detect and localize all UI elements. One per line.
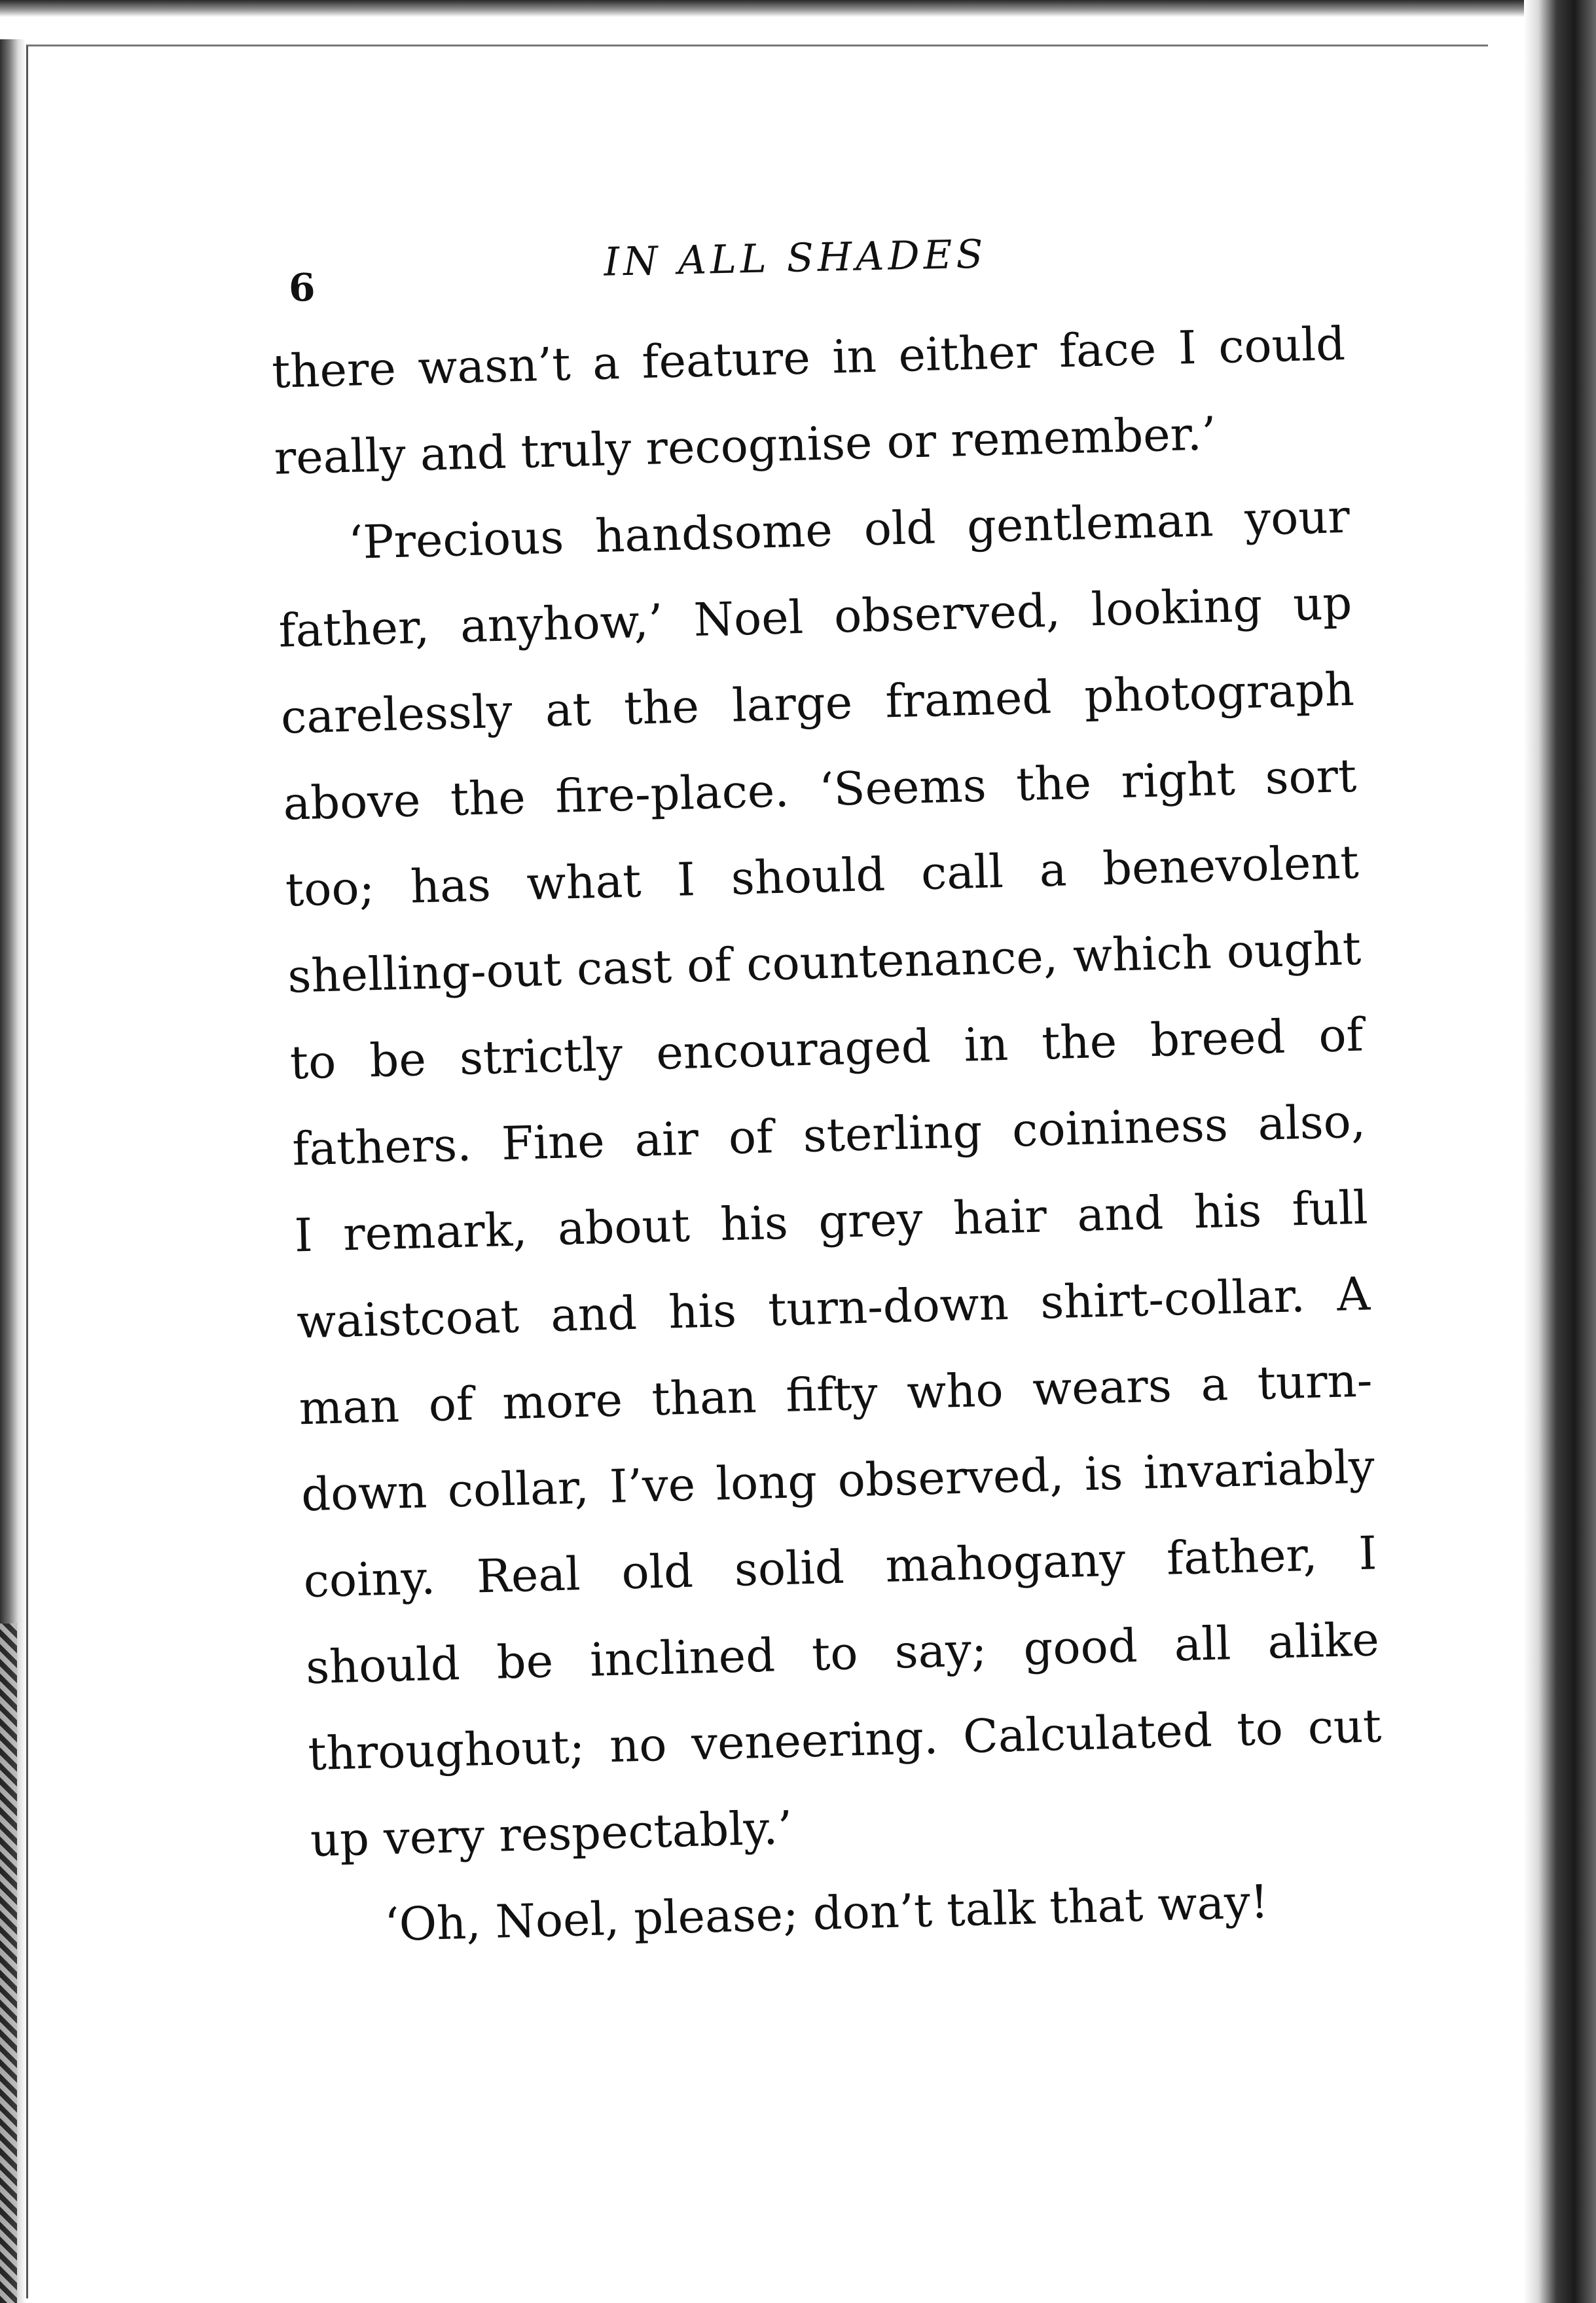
text-line: too; has what I should call a benevolent bbox=[285, 835, 1360, 917]
text-line: waistcoat and his turn-down shirt-collar. A bbox=[296, 1267, 1371, 1349]
body-text bbox=[271, 300, 1387, 1970]
text-line: father, anyhow,’ Noel observed, looking up bbox=[278, 575, 1353, 658]
text-line: throughout; no veneering. Calculated to cut bbox=[307, 1699, 1383, 1781]
text-line: coiny. Real old solid mahogany father, I bbox=[302, 1526, 1378, 1608]
text-line: carelessly at the large framed photograph bbox=[280, 662, 1355, 744]
text-line: fathers. Fine air of sterling coininess also, bbox=[291, 1094, 1366, 1176]
text-line: ‘Precious handsome old gentleman your bbox=[348, 489, 1351, 570]
text-line: really and truly recognise or remember.’ bbox=[273, 407, 1217, 485]
text-line: should be inclined to say; good all alike bbox=[305, 1612, 1380, 1695]
right-spine-shadow bbox=[1524, 0, 1596, 2303]
text-line: I remark, about his grey hair and his full bbox=[293, 1180, 1369, 1263]
page-number: 6 bbox=[288, 264, 316, 310]
scan-top-edge bbox=[0, 0, 1596, 17]
text-line: to be strictly encouraged in the breed of bbox=[289, 1007, 1364, 1090]
text-line: there wasn’t a feature in either face I could bbox=[271, 317, 1346, 399]
text-line: shelling-out cast of countenance, which ought bbox=[287, 921, 1362, 1004]
text-line: down collar, I’ve long observed, is invariably bbox=[300, 1440, 1375, 1522]
text-line: above the fire-place. ‘Seems the right sort bbox=[282, 748, 1358, 831]
running-title: IN ALL SHADES bbox=[603, 231, 988, 285]
text-line: up very respectably.’ bbox=[310, 1800, 793, 1868]
text-line: man of more than fifty who wears a turn- bbox=[298, 1353, 1373, 1436]
left-binding-pattern bbox=[0, 1623, 17, 2303]
text-line: ‘Oh, Noel, please; don’t talk that way! bbox=[384, 1874, 1269, 1952]
